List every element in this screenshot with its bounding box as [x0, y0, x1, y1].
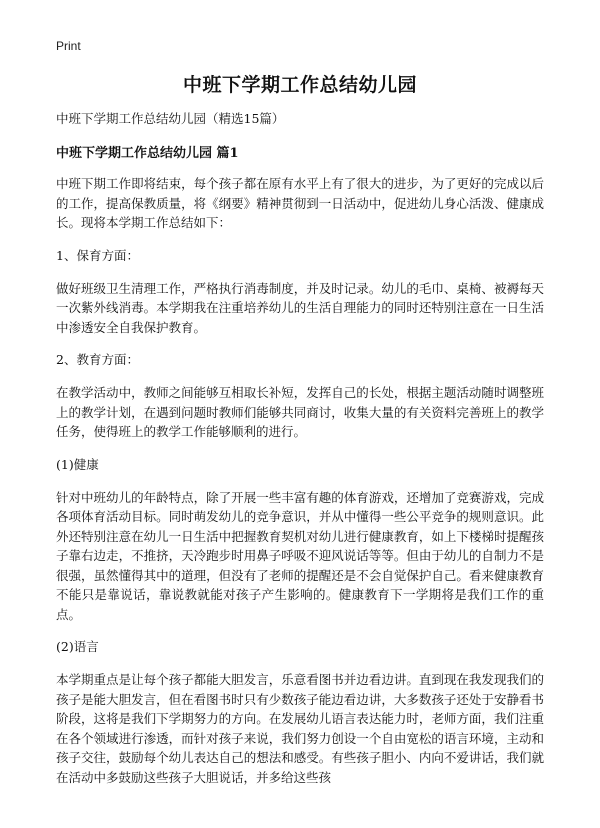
document-subtitle: 中班下学期工作总结幼儿园（精选15篇） [56, 111, 285, 126]
section-heading: 中班下学期工作总结幼儿园 篇1 [56, 146, 239, 161]
health-paragraph: 针对中班幼儿的年龄特点，除了开展一些丰富有趣的体育游戏，还增加了竞赛游戏，完成各项体育活动目标。同时萌发幼儿的竞争意识，并从中懂得一些公平竞争的规则意识。此外还特别注意在幼儿一日生活中把握教育契机对幼儿进行健康教育，如上下楼梯时提醒孩子靠右边走，不推挤，天冷跑步时用鼻子呼吸不迎风说话等等。但由于幼儿的自制力不是很强，虽然懂得其中的道理，但没有了老师的提醒还是不会自觉保护自己。看来健康教育不能只是靠说话，靠说教就能对孩子产生影响的。健康教育下一学期将是我们工作的重点。 [56, 489, 544, 622]
health-heading: (1)健康 [56, 456, 99, 472]
language-paragraph: 本学期重点是让每个孩子都能大胆发言，乐意看图书并边看边讲。直到现在我发现我们的孩子是能大胆发言，但在看图书时只有少数孩子能边看边讲，大多数孩子还处于安静看书阶段，这将是我们下学期努力的方向。在发展幼儿语言表达能力时，老师方面，我们注重在各个领域进行渗透，而针对孩子来说，我们努力创设一个自由宽松的语言环境，主动和孩子交往，鼓励每个幼儿表达自己的想法和感受。有些孩子胆小、内向不爱讲话，我们就在活动中多鼓励这些孩子大胆说话，并多给这些孩 [56, 672, 544, 785]
print-link[interactable]: Print [56, 39, 81, 53]
document-title: 中班下学期工作总结幼儿园 [182, 74, 417, 96]
education-heading: 2、教育方面： [56, 352, 139, 367]
education-paragraph: 在教学活动中，教师之间能够互相取长补短，发挥自己的长处，根据主题活动随时调整班上的教学计划，在遇到问题时教师们能够共同商讨，收集大量的有关资料完善班上的教学任务，使得班上的教学工作能够顺利的进行。 [56, 385, 544, 439]
intro-paragraph: 中班下期工作即将结束，每个孩子都在原有水平上有了很大的进步，为了更好的完成以后的工作，提高保教质量，将《纲要》精神贯彻到一日活动中，促进幼儿身心活泼、健康成长。现将本学期工作总结如下： [56, 176, 544, 230]
care-paragraph: 做好班级卫生清理工作，严格执行消毒制度，并及时记录。幼儿的毛巾、桌椅、被褥每天一次紫外线消毒。本学期我在注重培养幼儿的生活自理能力的同时还特别注意在一日生活中渗透安全自我保护教育。 [56, 280, 544, 335]
care-heading: 1、保育方面： [56, 247, 139, 263]
language-heading: (2)语言 [56, 639, 99, 654]
